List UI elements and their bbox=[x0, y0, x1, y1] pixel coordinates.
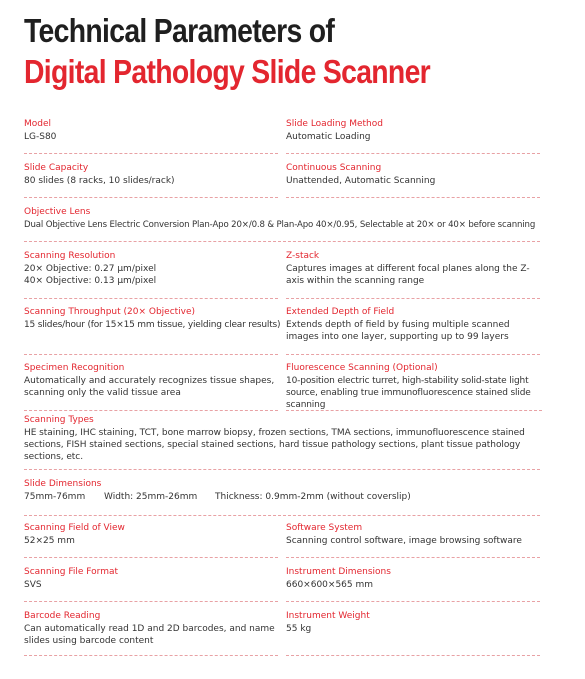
divider bbox=[24, 655, 278, 656]
divider bbox=[24, 410, 278, 411]
spec-value-20x: 20× Objective: 0.27 μm/pixel bbox=[24, 264, 157, 274]
spec-slide-dimensions bbox=[24, 478, 540, 514]
spec-instrument-weight bbox=[286, 610, 540, 658]
divider bbox=[286, 655, 540, 656]
spec-value bbox=[24, 491, 540, 503]
spec-label: Scanning Resolution bbox=[24, 251, 116, 261]
spec-value: Extends depth of field by fusing multiple scanned images into one layer, supporting up to 99 layers bbox=[286, 320, 510, 342]
spec-continuous-scanning bbox=[286, 162, 540, 198]
divider bbox=[24, 557, 278, 558]
spec-label: Objective Lens bbox=[24, 207, 91, 217]
title-line-1: Technical Parameters of bbox=[24, 12, 335, 49]
spec-software-system bbox=[286, 522, 540, 558]
spec-value: 80 slides (8 racks, 10 slides/rack) bbox=[24, 176, 175, 186]
spec-specimen-recognition bbox=[24, 362, 278, 410]
spec-fluorescence bbox=[286, 362, 542, 410]
page-title bbox=[24, 10, 496, 92]
divider bbox=[24, 601, 278, 602]
spec-label: Slide Loading Method bbox=[286, 119, 383, 129]
spec-throughput bbox=[24, 306, 281, 354]
divider bbox=[24, 298, 278, 299]
spec-objective-lens bbox=[24, 206, 540, 242]
divider bbox=[286, 601, 540, 602]
title-line-2: Digital Pathology Slide Scanner bbox=[24, 53, 431, 90]
spec-field-of-view bbox=[24, 522, 278, 558]
spec-label: Slide Capacity bbox=[24, 163, 89, 173]
spec-label: Instrument Dimensions bbox=[286, 567, 391, 577]
divider bbox=[286, 557, 540, 558]
spec-value: LG-S80 bbox=[24, 132, 57, 142]
divider bbox=[286, 197, 540, 198]
spec-extended-depth bbox=[286, 306, 540, 354]
spec-label: Scanning File Format bbox=[24, 567, 118, 577]
spec-instrument-dimensions bbox=[286, 566, 540, 602]
spec-value: SVS bbox=[24, 580, 42, 590]
spec-value-40x: 40× Objective: 0.13 μm/pixel bbox=[24, 276, 157, 286]
spec-label: Scanning Types bbox=[24, 415, 94, 425]
divider bbox=[24, 241, 540, 242]
slide-width: Width: 25mm-26mm bbox=[104, 492, 198, 502]
spec-scanning-types bbox=[24, 414, 540, 474]
spec-z-stack bbox=[286, 250, 540, 298]
spec-value: 660×600×565 mm bbox=[286, 580, 374, 590]
spec-label: Continuous Scanning bbox=[286, 163, 382, 173]
spec-value: HE staining, IHC staining, TCT, bone marrow biopsy, frozen sections, TMA sections, immunofluorescence stained sections, FISH stained sections, special stained sections, hard tissue pathology sections, plant tissue pathology sections, etc. bbox=[24, 428, 525, 462]
spec-value: Scanning control software, image browsing software bbox=[286, 536, 522, 546]
spec-label: Software System bbox=[286, 523, 363, 533]
spec-label: Scanning Field of View bbox=[24, 523, 125, 533]
spec-label: Model bbox=[24, 119, 52, 129]
spec-label: Scanning Throughput (20× Objective) bbox=[24, 307, 196, 317]
divider bbox=[286, 298, 540, 299]
spec-capacity bbox=[24, 162, 278, 198]
spec-label: Barcode Reading bbox=[24, 611, 101, 621]
spec-file-format bbox=[24, 566, 278, 602]
divider bbox=[24, 197, 278, 198]
spec-loading-method bbox=[286, 118, 540, 154]
spec-value: Dual Objective Lens Electric Conversion Plan-Apo 20×/0.8 & Plan-Apo 40×/0.95, Selectable at 20× or 40× before scanning bbox=[24, 220, 536, 230]
spec-label: Z-stack bbox=[286, 251, 320, 261]
spec-value: 15 slides/hour (for 15×15 mm tissue, yielding clear results) bbox=[24, 320, 281, 330]
spec-label: Extended Depth of Field bbox=[286, 307, 395, 317]
spec-value: 55 kg bbox=[286, 624, 312, 634]
spec-label: Slide Dimensions bbox=[24, 479, 102, 489]
slide-thickness: Thickness: 0.9mm-2mm (without coverslip) bbox=[215, 492, 411, 502]
divider bbox=[24, 354, 278, 355]
spec-value: Automatically and accurately recognizes tissue shapes, scanning only the valid tissue area bbox=[24, 376, 275, 398]
spec-barcode-reading bbox=[24, 610, 278, 658]
spec-label: Specimen Recognition bbox=[24, 363, 125, 373]
spec-model bbox=[24, 118, 278, 154]
divider bbox=[24, 153, 278, 154]
spec-value: 10-position electric turret, high-stability solid-state light source, enabling true immunofluorescence stained slide scanning bbox=[286, 376, 531, 410]
spec-value: 52×25 mm bbox=[24, 536, 75, 546]
divider bbox=[286, 153, 540, 154]
spec-value: Unattended, Automatic Scanning bbox=[286, 176, 436, 186]
spec-value: Automatic Loading bbox=[286, 132, 371, 142]
slide-length: 75mm-76mm bbox=[24, 492, 86, 502]
divider bbox=[24, 469, 540, 470]
spec-label: Instrument Weight bbox=[286, 611, 370, 621]
spec-value: Captures images at different focal planes along the Z-axis within the scanning range bbox=[286, 264, 530, 286]
divider bbox=[24, 515, 540, 516]
spec-value: Can automatically read 1D and 2D barcodes, and name slides using barcode content bbox=[24, 624, 275, 646]
divider bbox=[286, 410, 542, 411]
spec-scanning-resolution bbox=[24, 250, 278, 298]
spec-label: Fluorescence Scanning (Optional) bbox=[286, 363, 438, 373]
divider bbox=[286, 354, 540, 355]
